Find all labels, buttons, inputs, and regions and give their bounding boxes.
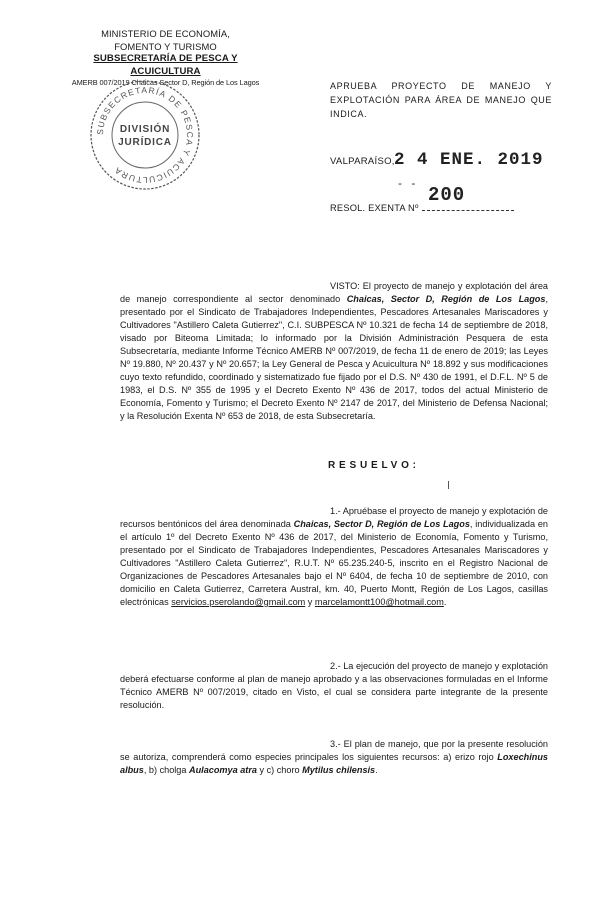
stamp-center-line2: JURÍDICA <box>118 137 172 148</box>
article-3-end: . <box>375 765 378 775</box>
letterhead-ministry-2: FOMENTO Y TURISMO <box>114 40 217 52</box>
email-link-2[interactable]: marcelamontt100@hotmail.com <box>314 597 444 607</box>
resolution-title: APRUEBA PROYECTO DE MANEJO Y EXPLOTACIÓN PARA ÁREA DE MANEJO QUE INDICA. <box>330 81 552 119</box>
article-1-text-1: 1.- Apruébase el proyecto de manejo y explotación de recursos bentónicos del área denominada <box>120 506 548 529</box>
visto-paragraph <box>120 280 548 423</box>
article-3-paragraph <box>120 738 548 777</box>
stamp-ring-text: SUBSECRETARÍA DE PESCA Y ACUICULTURA <box>94 84 196 186</box>
species-aulacomya: Aulacomya atra <box>189 765 257 775</box>
resolution-label: RESOL. EXENTA Nº <box>330 203 419 213</box>
letterhead-ministry: MINISTERIO DE ECONOMÍA, <box>101 28 230 39</box>
letterhead-reference: AMERB 007/2019 Chaicas Sector D, Región de Los Lagos <box>71 78 260 87</box>
species-mytilus: Mytilus chilensis <box>302 765 376 775</box>
division-juridica-stamp <box>86 76 204 194</box>
date-row <box>330 150 560 172</box>
date-place: VALPARAÍSO, <box>330 156 395 167</box>
date-stamp: 2 4 ENE. 2019 <box>394 150 544 170</box>
resolution-label-row <box>330 202 514 213</box>
article-2-text: 2.- La ejecución del proyecto de manejo y explotación deberá efectuarse conforme al plan de manejo aprobado y a las observaciones formuladas en el Informe Técnico AMERB Nº 007/2019, citado en Visto, el cual se considera parte integrante de la presente resolución. <box>120 661 548 710</box>
resuelvo-heading: RESUELVO: <box>328 460 420 471</box>
visto-area-name: Chaicas, Sector D, Región de Los Lagos <box>346 294 546 304</box>
date-dashes: - - <box>398 176 419 190</box>
article-1-end: . <box>443 597 447 607</box>
article-1-text-2: , individualizada en el artículo 1º del Decreto Exento Nº 436 de 2017, del Ministerio de Economía, Fomento y Turismo, presentado por el Sindicato de Trabajadores Independientes, Pescadores Artesanales Mariscadores y Cultivadores "Astillero Caleta Gutierrez", R.U.T. Nº 65.235.240-5, inscrito en el Registro Nacional de Organizaciones de Pescadores Artesanales bajo el Nº 6404, de fecha 10 de septiembre de 2010, con domicilio en Caleta Gutierrez, Carretera Austral, km. 40, Puerto Montt, Región de Los Lagos, casillas electrónicas <box>120 519 548 607</box>
article-1-area-name: Chaicas, Sector D, Región de Los Lagos <box>293 519 470 529</box>
species-loxechinus: Loxechinus albus <box>120 752 548 775</box>
email-link-1[interactable]: servicios.pserolando@gmail.com <box>171 597 306 607</box>
article-2-paragraph <box>120 660 548 712</box>
resolution-number: 200 <box>428 184 466 206</box>
visto-text-1: VISTO: El proyecto de manejo y explotación del área de manejo correspondiente al sector denominado <box>120 281 548 304</box>
article-1-paragraph <box>120 505 548 609</box>
article-3-text-1: 3.- El plan de manejo, que por la presente resolución se autoriza, comprenderá como especies principales los siguientes recursos: a) erizo rojo <box>120 739 548 762</box>
stamp-center-line1: DIVISIÓN <box>119 124 171 135</box>
article-1-conj: y <box>305 597 315 607</box>
margin-tick-mark <box>448 481 449 489</box>
visto-text-2: , presentado por el Sindicato de Trabajadores Independientes, Pescadores Artesanales Mariscadores y Cultivadores "Astillero Caleta Gutierrez", C.I. SUBPESCA Nº 10.321 de fecha 14 de septiembre de 2018, visado por Biteoma Limitada; lo informado por la División Administración Pesquera de esta Subsecretaría, mediante Informe Técnico AMERB Nº 007/2019, de fecha 11 de enero de 2019; las Leyes Nº 19.880, Nº 20.437 y Nº 20.657; la Ley General de Pesca y Acuicultura Nº 18.892 y sus modificaciones cuyo texto refundido, coordinado y sistematizado fue fijado por el D.S. Nº 430 de 1991, el D.F.L. Nº 5 de 1983, el D.S. Nº 355 de 1995 y el Decreto Exento Nº 436 de 2017, todos del actual Ministerio de Economía, Fomento y Turismo; el Decreto Exento Nº 2147 de 2017, del Ministerio de Defensa Nacional; y la Resolución Exenta Nº 653 de 2018, de esta Subsecretaría. <box>120 294 548 421</box>
article-3-text-3: y c) choro <box>256 765 303 775</box>
resolution-number-line <box>422 202 514 211</box>
letterhead-subsecretaria: SUBSECRETARÍA DE PESCA Y ACUICULTURA <box>93 53 238 77</box>
article-3-text-2: , b) cholga <box>143 765 189 775</box>
